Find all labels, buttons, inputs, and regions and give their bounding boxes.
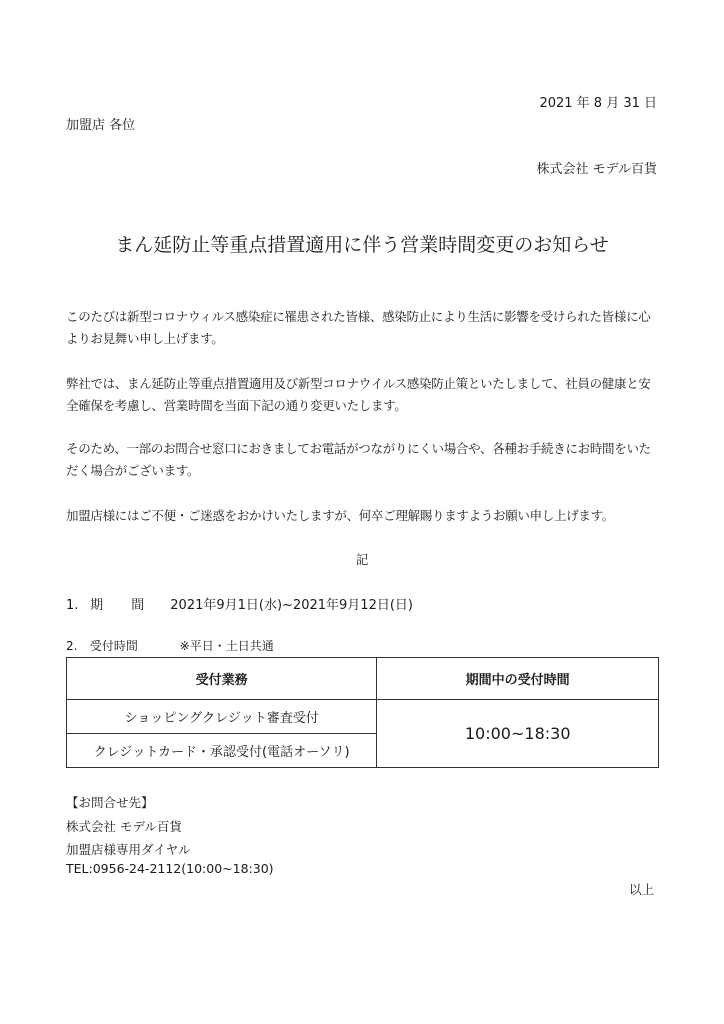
paragraph-sympathy: このたびは新型コロナウィルス感染症に罹患された皆様、感染防止により生活に影響を受けられた皆様に心よりお見舞い申し上げます。 xyxy=(66,309,651,346)
sender-company: 株式会社 モデル百貨 xyxy=(536,162,657,177)
table-header-row xyxy=(67,658,659,700)
section-hours-note: ※平日・土日共通 xyxy=(179,639,274,653)
table-cell-service: ショッピングクレジット審査受付 xyxy=(67,700,377,734)
contact-dial-line: 加盟店様専用ダイヤル xyxy=(66,842,191,857)
contact-heading: 【お問合せ先】 xyxy=(66,795,154,810)
table-cell-hours: 10:00~18:30 xyxy=(377,700,659,768)
closing-mark: 以上 xyxy=(628,882,654,897)
addressee: 加盟店 各位 xyxy=(66,118,136,133)
section-reception-hours xyxy=(66,637,274,654)
paragraph-change-notice: 弊社では、まん延防止等重点措置適用及び新型コロナウイルス感染防止策といたしまして、社員の健康と安全確保を考慮し、営業時間を当面下記の通り変更いたします。 xyxy=(66,376,651,413)
table-header-hours: 期間中の受付時間 xyxy=(377,658,659,700)
section-period-number: 1. xyxy=(66,598,79,613)
table-cell-service: クレジットカード・承認受付(電話オーソリ) xyxy=(67,734,377,768)
table-row xyxy=(67,700,659,734)
document-title: まん延防止等重点措置適用に伴う営業時間変更のお知らせ xyxy=(115,234,609,256)
paragraph-apology: 加盟店様にはご不便・ご迷惑をおかけいたしますが、何卒ご理解賜りますようお願い申し上げます。 xyxy=(66,508,615,523)
section-period-label: 期 間 xyxy=(90,598,157,613)
ki-heading: 記 xyxy=(355,552,369,567)
document-date: 2021 年 8 月 31 日 xyxy=(539,96,657,111)
hours-table xyxy=(66,657,659,768)
paragraph-delay-notice: そのため、一部のお問合せ窓口におきましてお電話がつながりにくい場合や、各種お手続きにお時間をいただく場合がございます。 xyxy=(66,441,651,478)
section-period xyxy=(66,594,413,613)
table-header-service: 受付業務 xyxy=(67,658,377,700)
contact-company: 株式会社 モデル百貨 xyxy=(66,819,182,834)
section-period-value: 2021年9月1日(水)~2021年9月12日(日) xyxy=(170,598,413,613)
section-hours-label: 受付時間 xyxy=(89,639,138,653)
section-hours-number: 2. xyxy=(66,639,78,653)
contact-telephone: TEL:0956-24-2112(10:00~18:30) xyxy=(66,861,274,876)
